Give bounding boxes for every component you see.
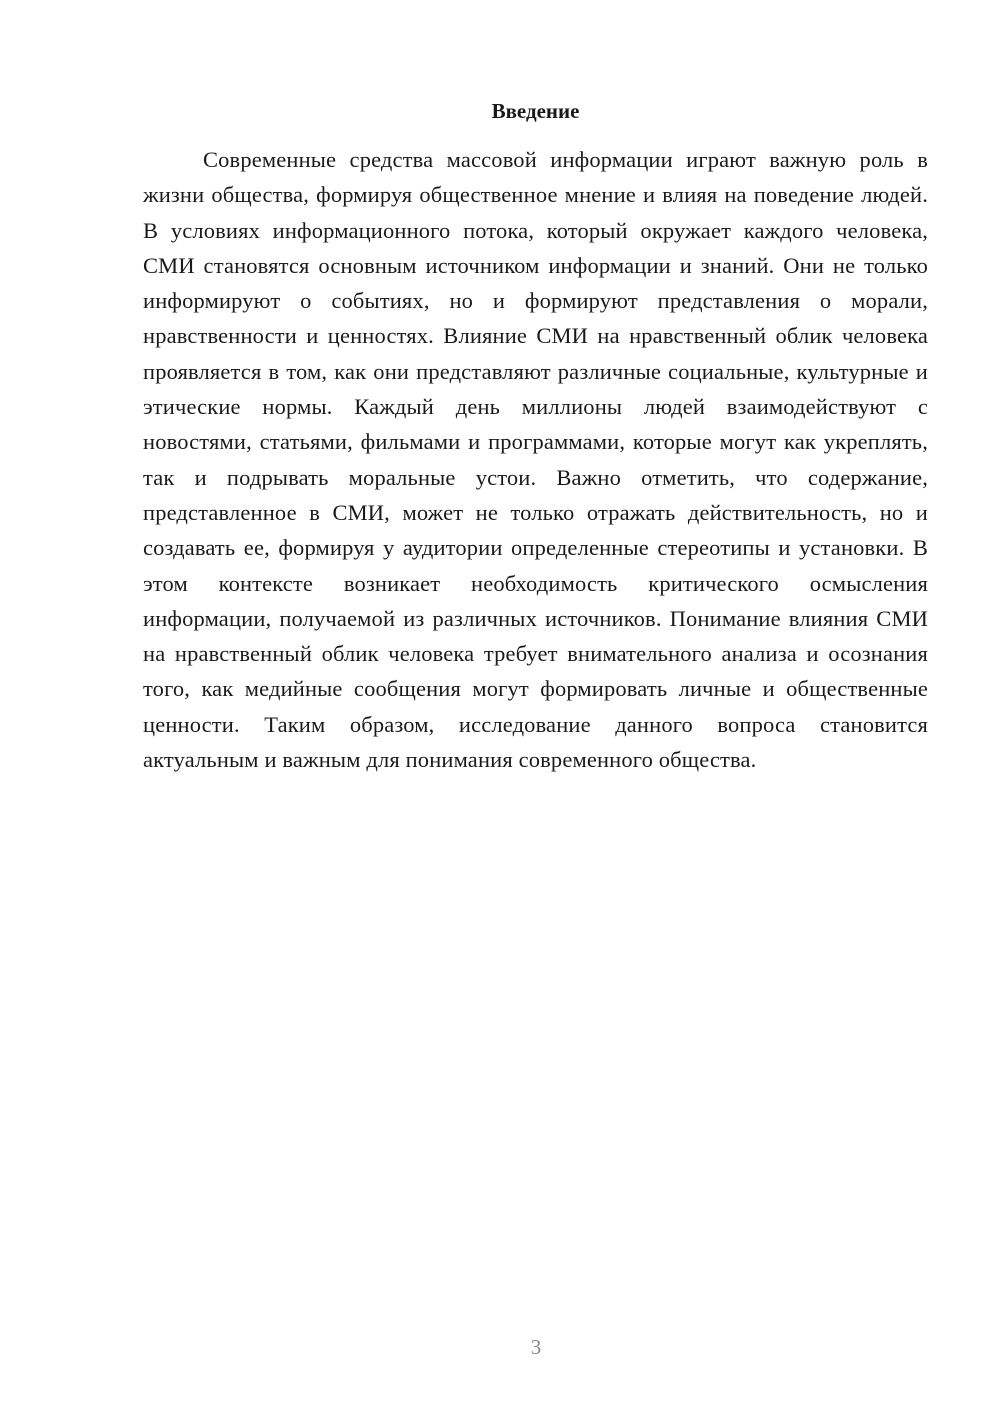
section-heading: Введение: [491, 99, 580, 123]
body-paragraph: Современные средства массовой информации играют важную роль в жизни общества, формируя общественное мнение и влияя на поведение людей. В условиях информационного потока, который окружает каждого человека, СМИ становятся основным источником информации и знаний. Они не только информируют о событиях, но и формируют представления о морали, нравственности и ценностях. Влияние СМИ на нравственный облик человека проявляется в том, как они представляют различные социальные, культурные и этические нормы. Каждый день миллионы людей взаимодействуют с новостями, статьями, фильмами и программами, которые могут как укреплять, так и подрывать моральные устои. Важно отметить, что содержание, представленное в СМИ, может не только отражать действительность, но и создавать ее, формируя у аудитории определенные стереотипы и установки. В этом контексте возникает необходимость критического осмысления информации, получаемой из различных источников. Понимание влияния СМИ на нравственный облик человека требует внимательного анализа и осознания того, как медийные сообщения могут формировать личные и общественные ценности. Таким образом, исследование данного вопроса становится актуальным и важным для понимания современного общества.: [143, 147, 928, 773]
page-number: 3: [530, 1335, 542, 1359]
